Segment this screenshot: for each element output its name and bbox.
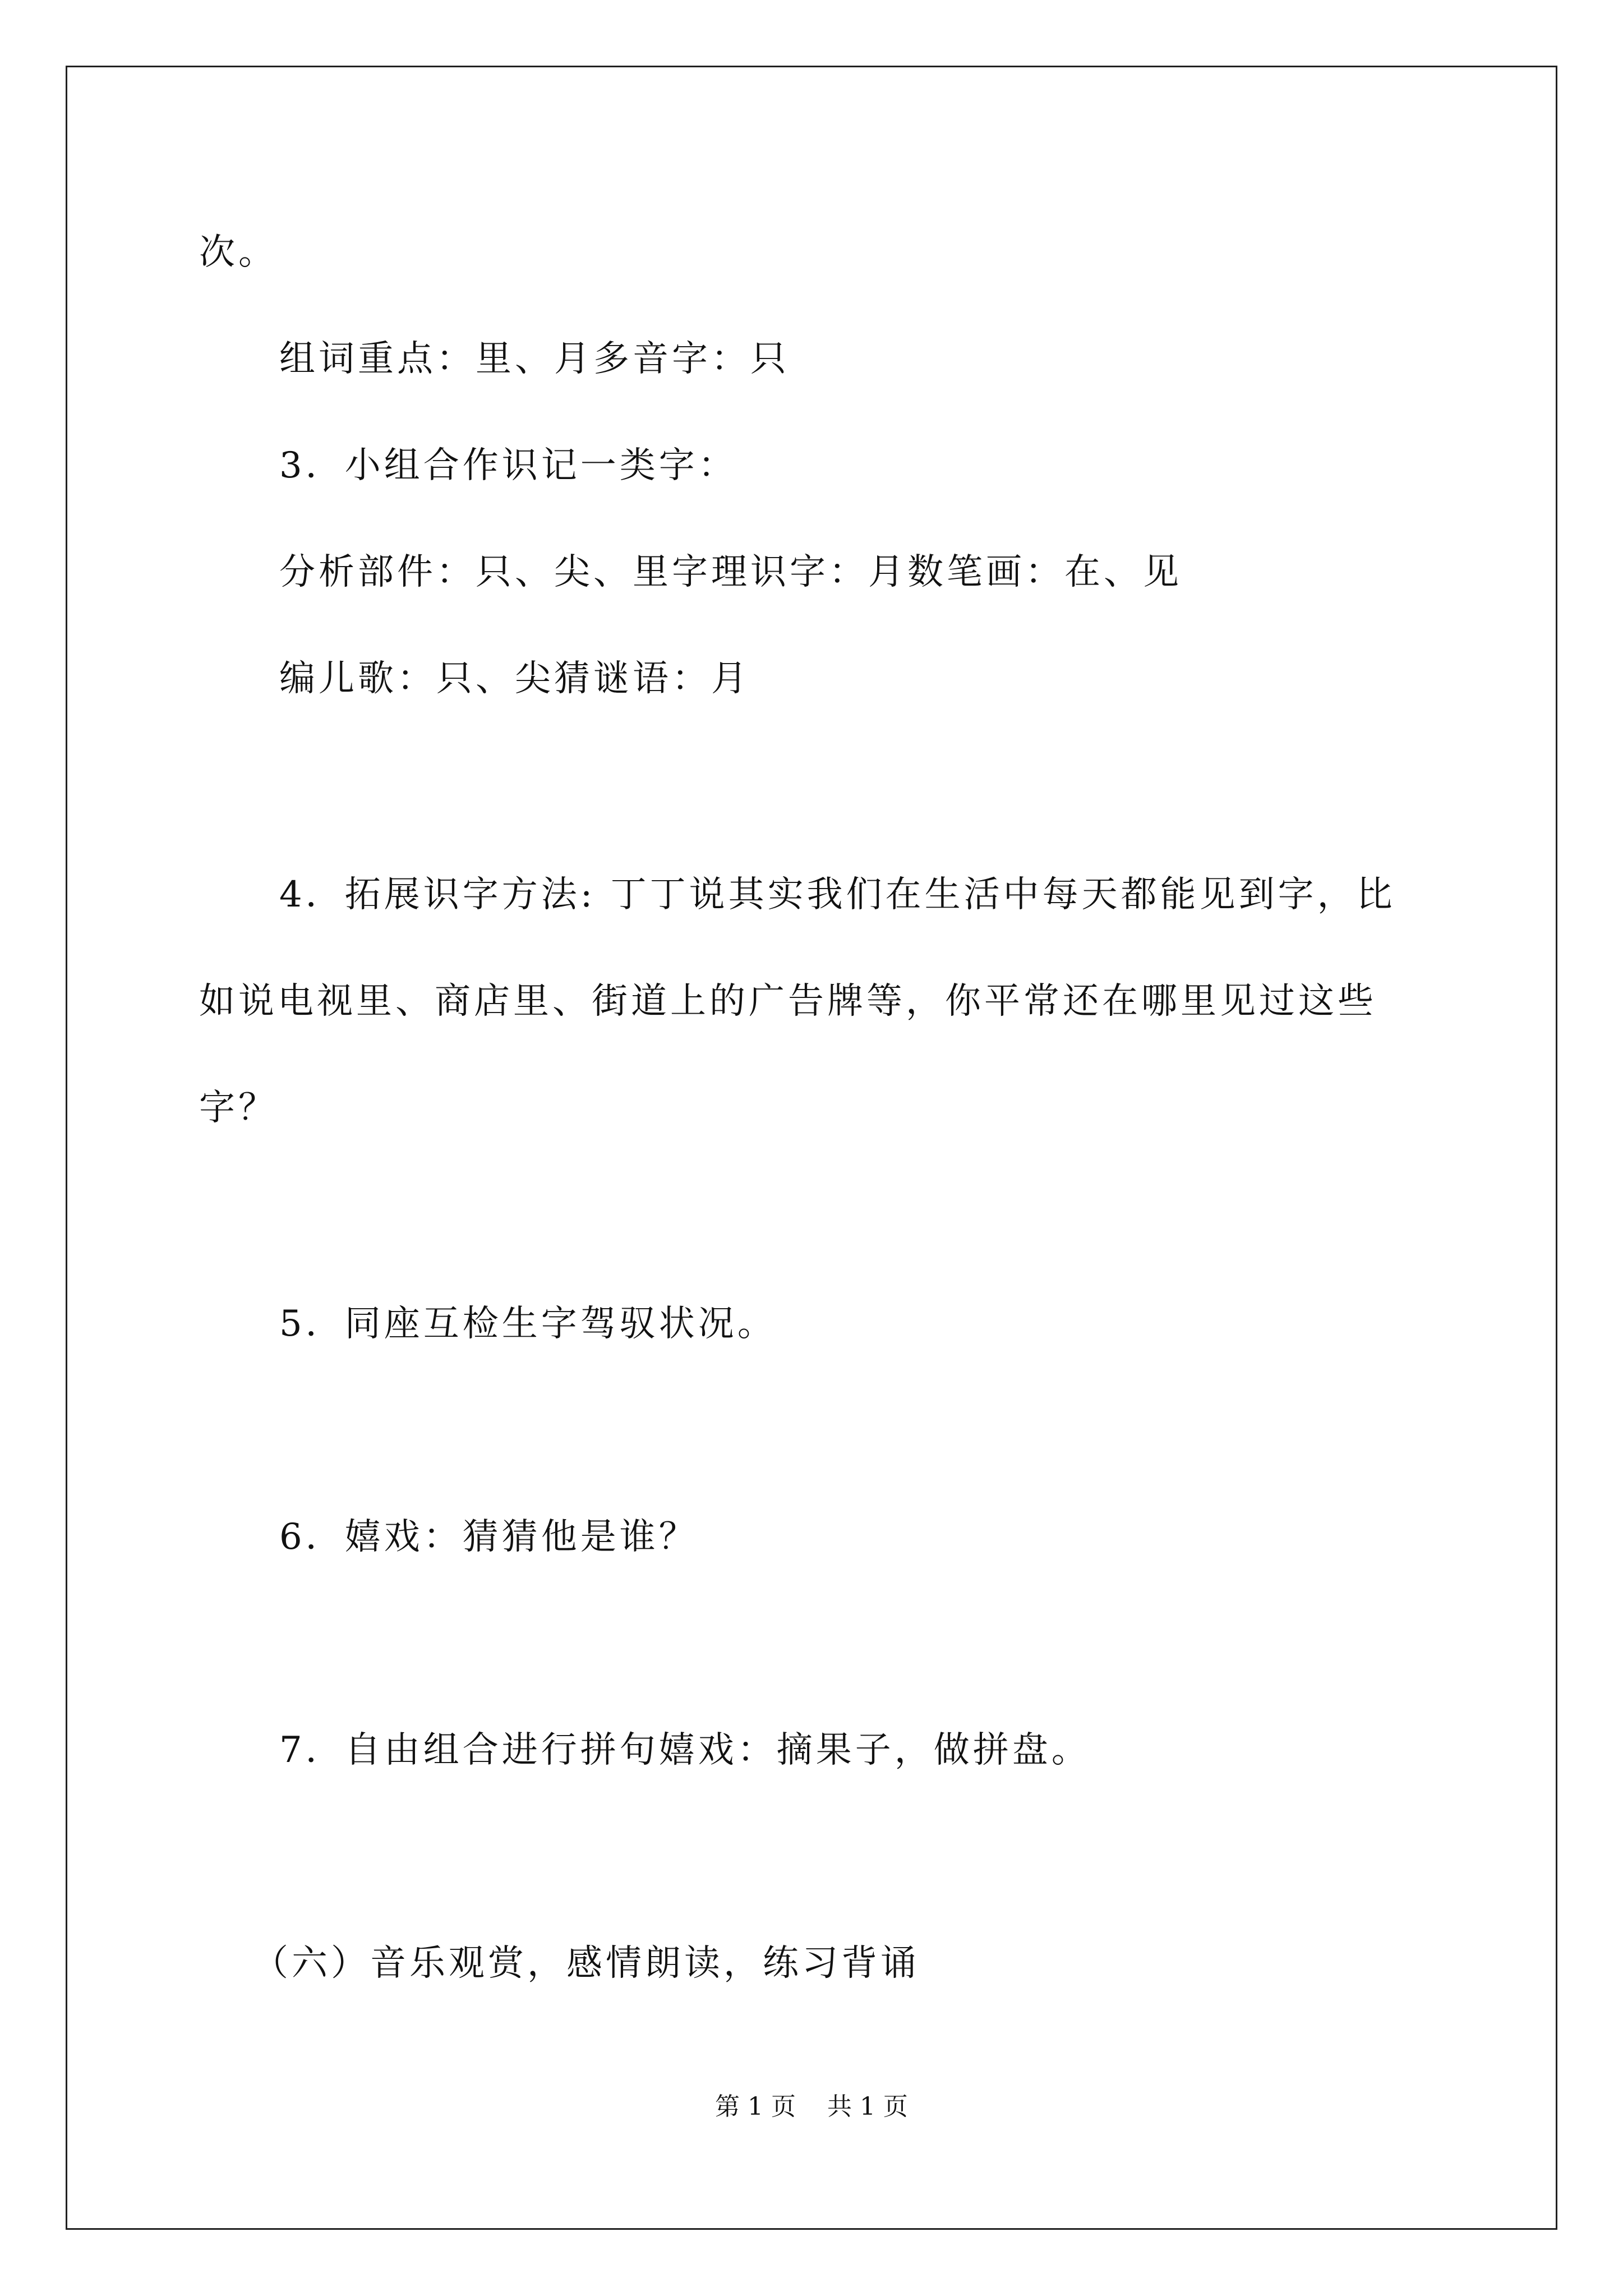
paragraph-line-10: 6．嬉戏：猜猜他是谁？ — [279, 1516, 698, 1558]
paragraph-line-11: 7．自由组合进行拼句嬉戏：摘果子，做拼盘。 — [279, 1729, 1091, 1771]
paragraph-line-12: （六）音乐观赏，感情朗读，练习背诵 — [252, 1943, 920, 1984]
paragraph-line-3: 3．小组合作识记一类字： — [279, 445, 737, 486]
page-number-footer: 第 1 页 共 1 页 — [715, 2092, 908, 2121]
paragraph-line-1: 次。 — [199, 232, 278, 273]
paragraph-line-9: 5．同座互检生字驾驭状况。 — [279, 1303, 777, 1345]
page-border — [66, 66, 1557, 2230]
paragraph-line-2: 组词重点：里、月多音字：只 — [279, 338, 790, 380]
paragraph-line-8: 字？ — [199, 1087, 278, 1129]
paragraph-line-4: 分析部件：只、尖、里字理识字：月数笔画：在、见 — [279, 551, 1182, 593]
paragraph-line-6: 4．拓展识字方法: 丁丁说其实我们在生活中每天都能见到字，比 — [279, 874, 1396, 915]
paragraph-line-5: 编儿歌：只、尖猜谜语：月 — [279, 658, 750, 700]
paragraph-line-7: 如说电视里、商店里、街道上的广告牌等，你平常还在哪里见过这些 — [199, 981, 1377, 1022]
